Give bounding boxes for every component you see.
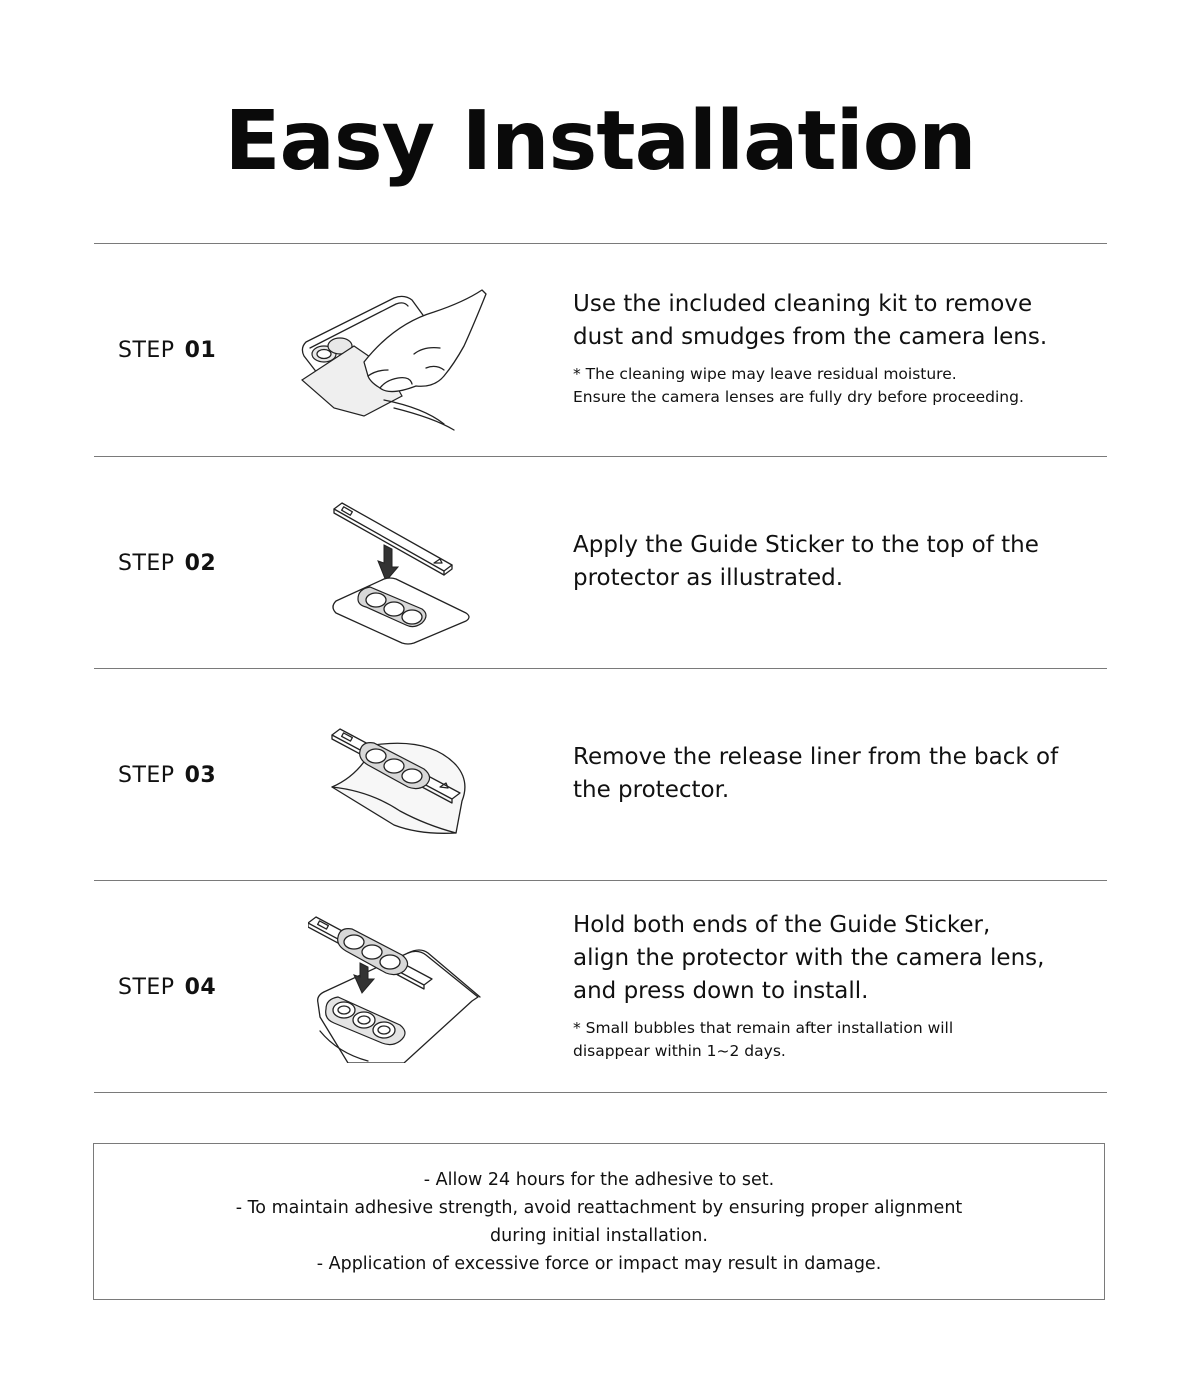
page-title: Easy Installation bbox=[224, 94, 976, 189]
step-label bbox=[118, 975, 216, 1000]
release-liner-peel-illustration-icon bbox=[330, 725, 480, 840]
step-label bbox=[118, 763, 216, 788]
notice-line: during initial installation. bbox=[490, 1225, 708, 1246]
step-02 bbox=[94, 457, 1107, 669]
step-number: 04 bbox=[184, 975, 217, 1000]
step-word: STEP bbox=[118, 763, 175, 788]
step-04 bbox=[94, 881, 1107, 1093]
step-text: Hold both ends of the Guide Sticker, align the protector with the camera lens, and press down to install. bbox=[573, 912, 1045, 1004]
notice-box bbox=[93, 1143, 1105, 1300]
step-description bbox=[573, 909, 1093, 1063]
notice-line: - Application of excessive force or impact may result in damage. bbox=[316, 1253, 882, 1274]
step-label bbox=[118, 551, 216, 576]
step-word: STEP bbox=[118, 975, 175, 1000]
step-number: 02 bbox=[184, 551, 217, 576]
step-word: STEP bbox=[118, 338, 175, 363]
step-description bbox=[573, 529, 1093, 595]
guide-sticker-apply-illustration-icon bbox=[330, 501, 480, 651]
step-number: 01 bbox=[184, 338, 217, 363]
step-label bbox=[118, 338, 216, 363]
step-description bbox=[573, 741, 1093, 807]
step-note: * Small bubbles that remain after installation will disappear within 1~2 days. bbox=[573, 1019, 954, 1060]
step-01 bbox=[94, 244, 1107, 456]
step-text: Apply the Guide Sticker to the top of the protector as illustrated. bbox=[573, 532, 1039, 591]
step-note: * The cleaning wipe may leave residual moisture. Ensure the camera lenses are fully dry before proceeding. bbox=[573, 365, 1024, 406]
step-description bbox=[573, 288, 1093, 409]
step-03 bbox=[94, 669, 1107, 881]
step-text: Remove the release liner from the back of the protector. bbox=[573, 744, 1059, 803]
press-install-illustration-icon bbox=[308, 913, 483, 1063]
step-text: Use the included cleaning kit to remove dust and smudges from the camera lens. bbox=[573, 291, 1048, 350]
cleaning-hand-illustration-icon bbox=[294, 284, 494, 434]
notice-line: - To maintain adhesive strength, avoid reattachment by ensuring proper alignment bbox=[235, 1197, 963, 1218]
notice-line: - Allow 24 hours for the adhesive to set. bbox=[423, 1169, 775, 1190]
step-word: STEP bbox=[118, 551, 175, 576]
step-number: 03 bbox=[184, 763, 217, 788]
